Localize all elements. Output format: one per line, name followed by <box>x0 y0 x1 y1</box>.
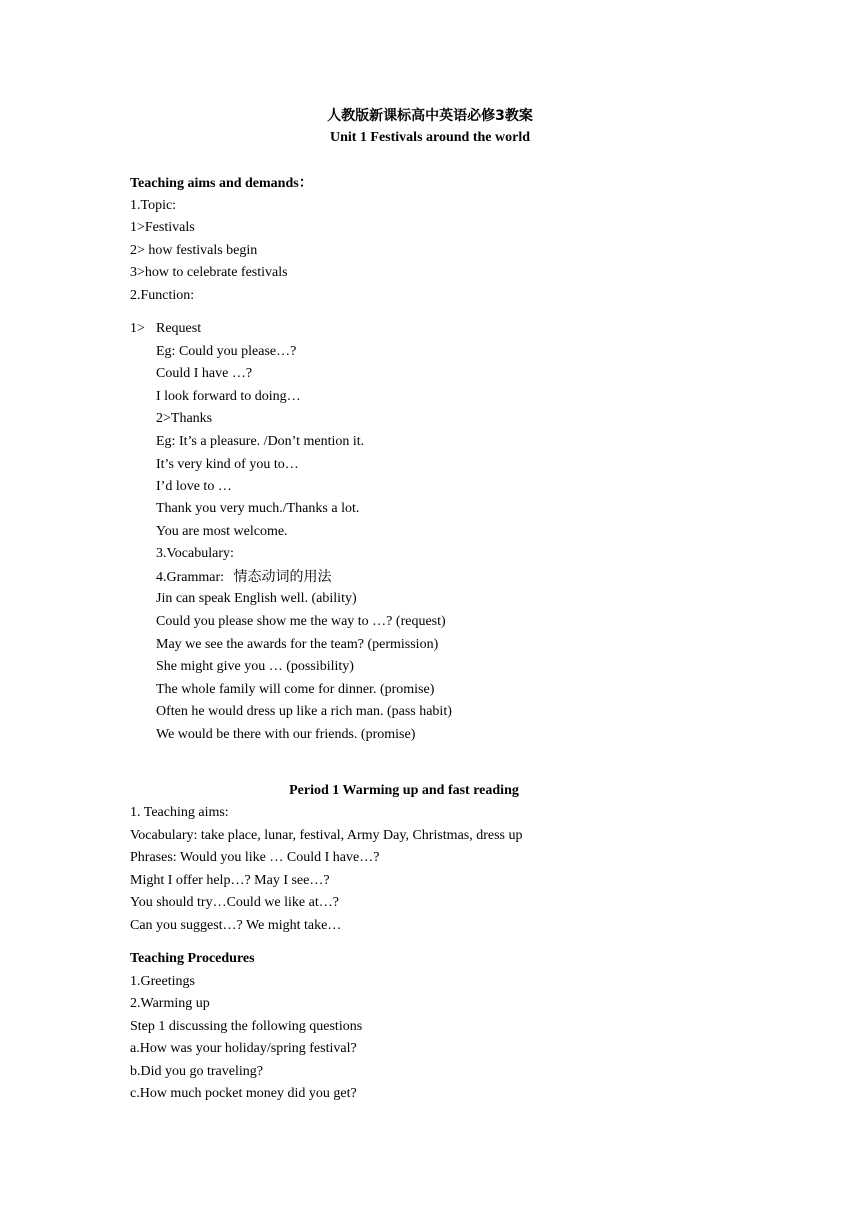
thanks-line: Eg: It’s a pleasure. /Don’t mention it. <box>156 434 365 449</box>
procedure-item: b.Did you go traveling? <box>130 1064 263 1079</box>
procedure-item: c.How much pocket money did you get? <box>130 1086 357 1101</box>
grammar-example: Jin can speak English well. (ability) <box>156 591 357 606</box>
aims-heading: Teaching aims and demands： <box>130 176 313 191</box>
period-aims-heading: 1. Teaching aims: <box>130 805 229 820</box>
thanks-line: Thank you very much./Thanks a lot. <box>156 501 360 516</box>
unit-title: Unit 1 Festivals around the world <box>329 130 531 145</box>
request-line: Could I have …? <box>156 366 253 381</box>
thanks-label: 2>Thanks <box>156 411 213 426</box>
grammar-label: 4.Grammar: <box>156 570 225 585</box>
grammar-example: We would be there with our friends. (promise) <box>156 727 416 742</box>
grammar-example: Could you please show me the way to …? (request) <box>156 614 446 629</box>
thanks-line: I’d love to … <box>156 479 232 494</box>
period-aim: Vocabulary: take place, lunar, festival, Army Day, Christmas, dress up <box>130 828 523 843</box>
request-line: Eg: Could you please…? <box>156 344 297 359</box>
topic-item: 2> how festivals begin <box>130 243 258 258</box>
procedure-item: a.How was your holiday/spring festival? <box>130 1041 357 1056</box>
request-marker: 1> <box>130 321 145 336</box>
procedure-item: 1.Greetings <box>130 974 195 989</box>
period-aim: Might I offer help…? May I see…? <box>130 873 330 888</box>
grammar-example: The whole family will come for dinner. (promise) <box>156 682 435 697</box>
procedure-item: Step 1 discussing the following questions <box>130 1019 363 1034</box>
grammar-example: She might give you … (possibility) <box>156 659 354 674</box>
document-title-cn: 人教版新课标高中英语必修3教案 <box>327 108 533 124</box>
topic-item: 1>Festivals <box>130 220 195 235</box>
period-aim: You should try…Could we like at…? <box>130 895 339 910</box>
request-label: Request <box>156 321 202 336</box>
procedures-heading: Teaching Procedures <box>130 951 255 966</box>
thanks-line: It’s very kind of you to… <box>156 457 299 472</box>
procedure-item: 2.Warming up <box>130 996 210 1011</box>
period-aim: Can you suggest…? We might take… <box>130 918 342 933</box>
function-heading: 2.Function: <box>130 288 195 303</box>
grammar-cn: 情态动词的用法 <box>233 569 332 585</box>
vocabulary-label: 3.Vocabulary: <box>156 546 234 561</box>
period-heading: Period 1 Warming up and fast reading <box>289 783 519 798</box>
topic-item: 3>how to celebrate festivals <box>130 265 288 280</box>
thanks-line: You are most welcome. <box>156 524 288 539</box>
grammar-example: Often he would dress up like a rich man. (pass habit) <box>156 704 452 719</box>
topic-heading: 1.Topic: <box>130 198 177 213</box>
request-line: I look forward to doing… <box>156 389 301 404</box>
grammar-line <box>156 568 332 586</box>
grammar-example: May we see the awards for the team? (permission) <box>156 637 439 652</box>
period-aim: Phrases: Would you like … Could I have…? <box>130 850 380 865</box>
